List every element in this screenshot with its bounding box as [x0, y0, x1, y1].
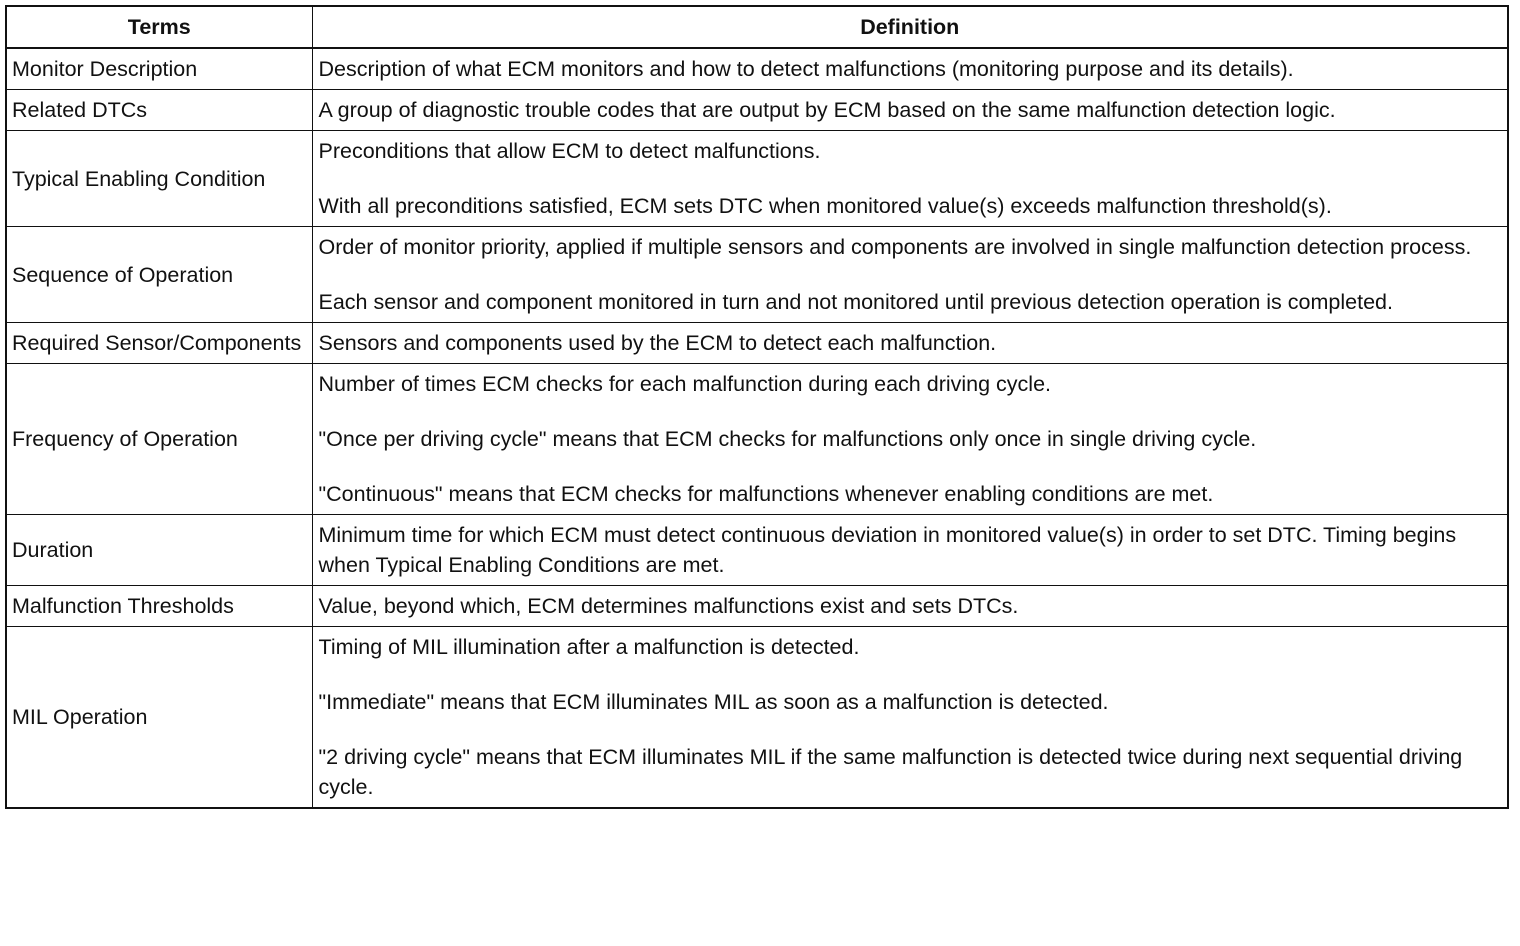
term-cell: Sequence of Operation	[6, 227, 312, 323]
definition-column-header: Definition	[312, 6, 1508, 48]
table-row	[6, 323, 1508, 364]
definition-paragraph: Preconditions that allow ECM to detect malfunctions.	[318, 139, 821, 163]
definition-paragraph: Timing of MIL illumination after a malfunction is detected.	[318, 635, 860, 659]
definition-cell	[312, 131, 1508, 227]
term-cell: Typical Enabling Condition	[6, 131, 312, 227]
definition-paragraph: "Immediate" means that ECM illuminates MIL as soon as a malfunction is detected.	[318, 690, 1109, 714]
table-row	[6, 131, 1508, 227]
definition-paragraph: Number of times ECM checks for each malfunction during each driving cycle.	[318, 372, 1052, 396]
table-row	[6, 627, 1508, 809]
table-header	[6, 6, 1508, 48]
definition-cell	[312, 586, 1508, 627]
term-cell: Duration	[6, 515, 312, 586]
definition-paragraph: "Continuous" means that ECM checks for malfunctions whenever enabling conditions are met.	[318, 482, 1214, 506]
definition-paragraph: With all preconditions satisfied, ECM sets DTC when monitored value(s) exceeds malfunction threshold(s).	[318, 194, 1332, 218]
table-row	[6, 227, 1508, 323]
definition-paragraph: Description of what ECM monitors and how to detect malfunctions (monitoring purpose and its details).	[318, 57, 1294, 81]
terms-definition-table	[5, 5, 1509, 809]
table-row	[6, 364, 1508, 515]
term-cell: Monitor Description	[6, 48, 312, 90]
table-body	[6, 48, 1508, 808]
definition-paragraph: Order of monitor priority, applied if multiple sensors and components are involved in single malfunction detection process.	[318, 235, 1472, 259]
term-cell: Frequency of Operation	[6, 364, 312, 515]
terms-column-header: Terms	[6, 6, 312, 48]
definition-cell	[312, 90, 1508, 131]
definition-cell	[312, 364, 1508, 515]
definition-paragraph: Value, beyond which, ECM determines malfunctions exist and sets DTCs.	[318, 594, 1019, 618]
definition-cell	[312, 323, 1508, 364]
header-row	[6, 6, 1508, 48]
definition-paragraph: "Once per driving cycle" means that ECM checks for malfunctions only once in single driving cycle.	[318, 427, 1257, 451]
definition-paragraph: "2 driving cycle" means that ECM illuminates MIL if the same malfunction is detected twice during next sequential driving cycle.	[318, 745, 1463, 799]
table-row	[6, 586, 1508, 627]
term-cell: MIL Operation	[6, 627, 312, 809]
definition-cell	[312, 627, 1508, 809]
table-row	[6, 90, 1508, 131]
definition-cell	[312, 227, 1508, 323]
definition-paragraph: Minimum time for which ECM must detect continuous deviation in monitored value(s) in order to set DTC. Timing begins when Typical Enabling Conditions are met.	[318, 523, 1457, 577]
table-row	[6, 515, 1508, 586]
definition-cell	[312, 515, 1508, 586]
term-cell: Required Sensor/Components	[6, 323, 312, 364]
table-row	[6, 48, 1508, 90]
definition-cell	[312, 48, 1508, 90]
definition-paragraph: Sensors and components used by the ECM to detect each malfunction.	[318, 331, 997, 355]
term-cell: Malfunction Thresholds	[6, 586, 312, 627]
definition-paragraph: A group of diagnostic trouble codes that are output by ECM based on the same malfunction detection logic.	[318, 98, 1336, 122]
term-cell: Related DTCs	[6, 90, 312, 131]
definition-paragraph: Each sensor and component monitored in turn and not monitored until previous detection operation is completed.	[318, 290, 1393, 314]
